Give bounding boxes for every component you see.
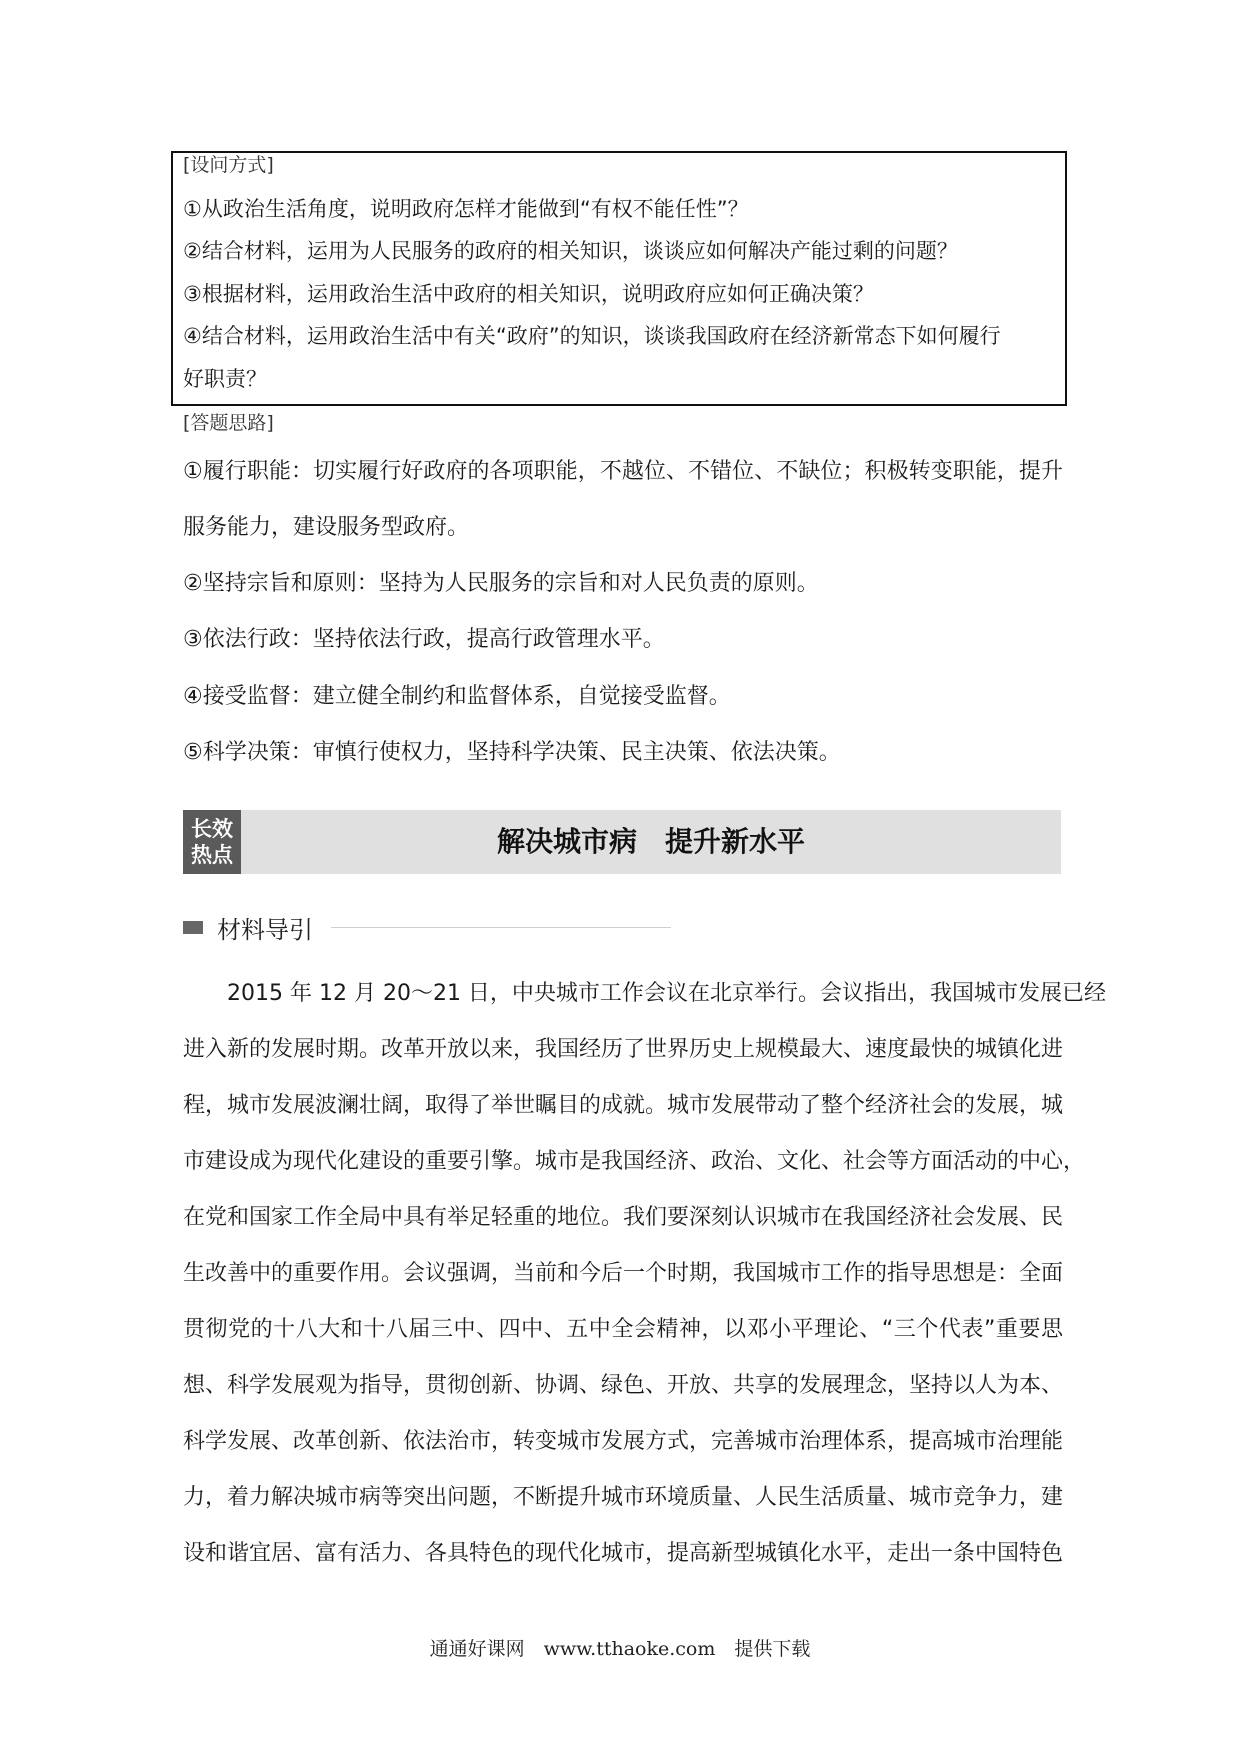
material-line-7: 贯彻党的十八大和十八届三中、四中、五中全会精神，以邓小平理论、“三个代表”重要思 (183, 1317, 1063, 1342)
question-tag: [设问方式] (183, 154, 274, 176)
answer-tag: [答题思路] (183, 412, 274, 434)
banner-title: 解决城市病 提升新水平 (496, 825, 805, 858)
answer-line-6: ⑤科学决策：审慎行使权力，坚持科学决策、民主决策、依法决策。 (183, 740, 841, 765)
question-line-3: ③根据材料，运用政治生活中政府的相关知识，说明政府应如何正确决策？ (183, 282, 874, 306)
question-line-2: ②结合材料，运用为人民服务的政府的相关知识，谈谈应如何解决产能过剩的问题？ (183, 239, 958, 263)
section-marker-icon (183, 921, 203, 934)
footer-text: 通通好课网 www.tthaoke.com 提供下载 (429, 1638, 811, 1660)
question-line-5: 好职责？ (183, 367, 267, 391)
material-line-11: 设和谐宜居、富有活力、各具特色的现代化城市，提高新型城镇化水平，走出一条中国特色 (183, 1541, 1064, 1566)
question-line-4: ④结合材料，运用政治生活中有关“政府”的知识，谈谈我国政府在经济新常态下如何履行 (183, 324, 1001, 348)
material-line-10: 力，着力解决城市病等突出问题，不断提升城市环境质量、人民生活质量、城市竞争力，建 (183, 1485, 1064, 1510)
answer-line-2: 服务能力，建设服务型政府。 (183, 515, 470, 540)
material-line-6: 生改善中的重要作用。会议强调，当前和今后一个时期，我国城市工作的指导思想是：全面 (183, 1261, 1064, 1286)
material-line-5: 在党和国家工作全局中具有举足轻重的地位。我们要深刻认识城市在我国经济社会发展、民 (183, 1205, 1064, 1230)
question-line-1: ①从政治生活角度，说明政府怎样才能做到“有权不能任性”？ (183, 197, 749, 221)
topic-banner (183, 810, 1061, 874)
badge-line-2: 热点 (191, 843, 233, 867)
material-line-2: 进入新的发展时期。改革开放以来，我国经历了世界历史上规模最大、速度最快的城镇化进 (183, 1037, 1064, 1062)
badge-line-1: 长效 (191, 817, 233, 841)
material-line-9: 科学发展、改革创新、依法治市，转变城市发展方式，完善城市治理体系，提高城市治理能 (183, 1429, 1064, 1454)
topic-badge (183, 810, 241, 874)
answer-line-4: ③依法行政：坚持依法行政，提高行政管理水平。 (183, 627, 665, 652)
material-line-1: 2015 年 12 月 20～21 日，中央城市工作会议在北京举行。会议指出，我国城市发展已经 (183, 981, 1106, 1006)
question-box (171, 151, 1067, 406)
answer-line-5: ④接受监督：建立健全制约和监督体系，自觉接受监督。 (183, 684, 731, 709)
section-label: 材料导引 (217, 915, 313, 944)
section-divider (331, 927, 671, 928)
material-line-4: 市建设成为现代化建设的重要引擎。城市是我国经济、政治、文化、社会等方面活动的中心， (183, 1149, 1086, 1174)
material-line-3: 程，城市发展波澜壮阔，取得了举世瞩目的成就。城市发展带动了整个经济社会的发展，城 (183, 1093, 1064, 1118)
answer-line-3: ②坚持宗旨和原则：坚持为人民服务的宗旨和对人民负责的原则。 (183, 571, 819, 596)
answer-line-1: ①履行职能：切实履行好政府的各项职能，不越位、不错位、不缺位；积极转变职能，提升 (183, 459, 1063, 484)
material-line-8: 想、科学发展观为指导，贯彻创新、协调、绿色、开放、共享的发展理念，坚持以人为本、 (183, 1373, 1064, 1398)
section-heading (183, 912, 671, 942)
